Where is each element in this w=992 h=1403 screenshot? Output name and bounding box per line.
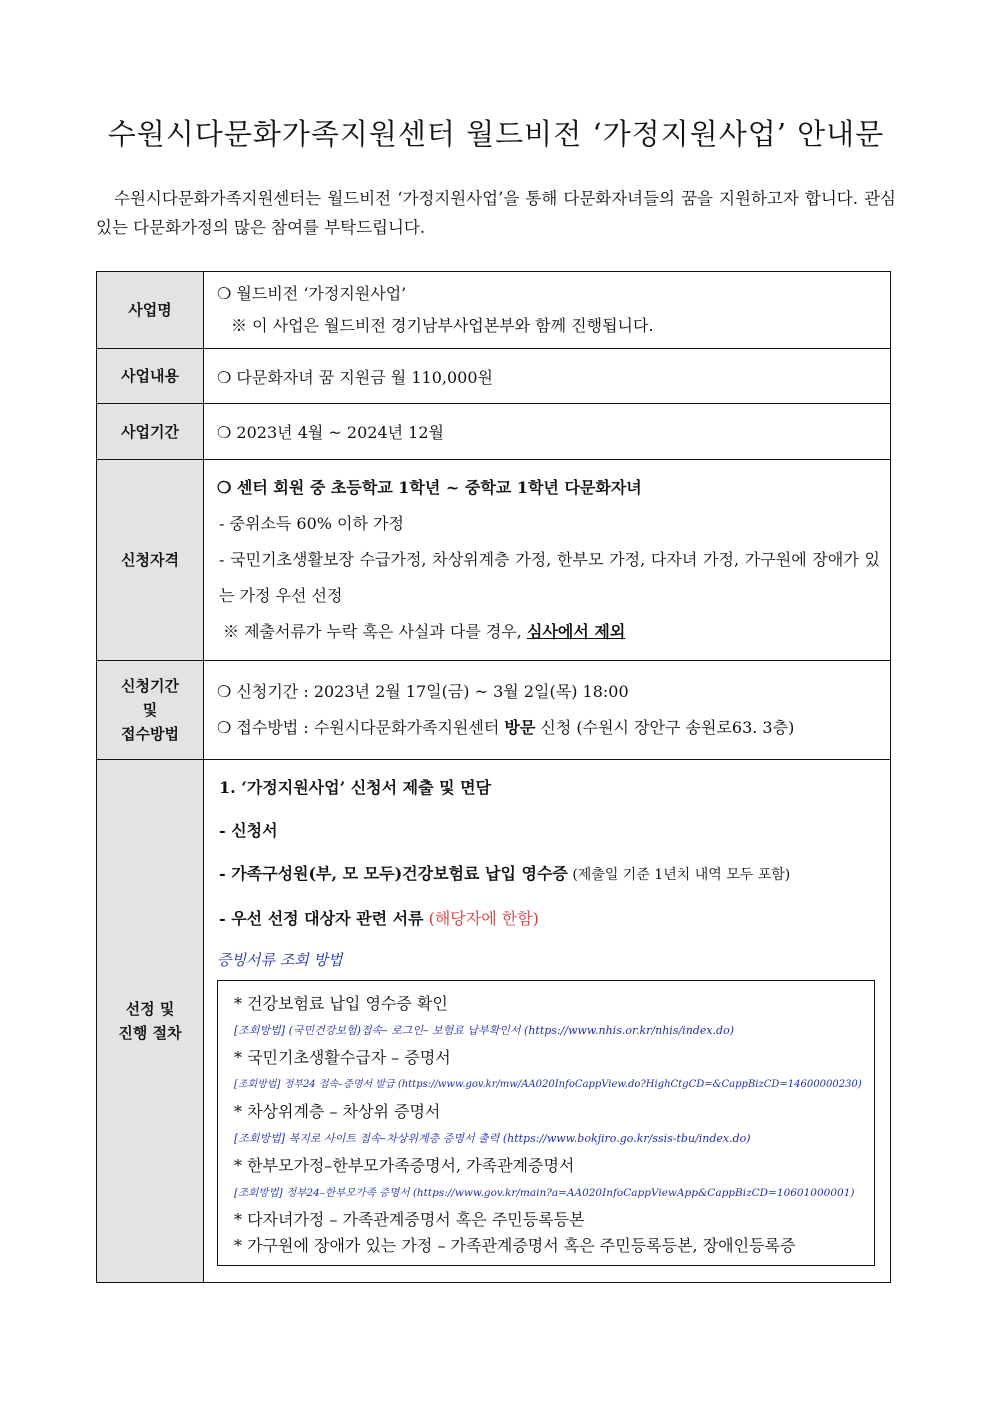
info-table — [96, 271, 891, 1283]
doc-application: - 신청서 — [219, 821, 278, 840]
eligibility-note: ※ 제출서류가 누락 혹은 사실과 다를 경우, 심사에서 제외 — [223, 622, 626, 641]
table-row-name — [97, 272, 891, 349]
exclusion-emphasis: 심사에서 제외 — [526, 622, 626, 641]
box-url-1: [조회방법] (국민건강보험)접속– 로그인– 보험료 납부확인서 (https://www.nhis.or.kr/nhis/index.do) — [234, 1024, 734, 1037]
lookup-box — [217, 980, 875, 1266]
doc-insurance: - 가족구성원(부, 모 모두)건강보험료 납입 영수증 (제출일 기준 1년치 내역 모두 포함) — [219, 864, 791, 883]
table-row-period — [97, 404, 891, 460]
box-url-4: [조회방법] 정부24–한부모가족 증명서 (https://www.gov.kr/main?a=AA020InfoCappViewApp&CappBizCD=10601000001) — [234, 1187, 855, 1199]
lookup-title: 증빙서류 조회 방법 — [217, 951, 343, 969]
table-row-eligibility — [97, 460, 891, 661]
application-period: ❍ 신청기간 : 2023년 2월 17일(금) ~ 3월 2일(목) 18:00 — [217, 682, 629, 701]
name-line1: ❍ 월드비전 ‘가정지원사업’ — [217, 284, 407, 303]
header-content: 사업내용 — [97, 349, 204, 404]
page-title: 수원시다문화가족지원센터 월드비전 ‘가정지원사업’ 안내문 — [107, 117, 885, 151]
header-application: 신청기간 및 접수방법 — [97, 661, 204, 760]
content-line1: ❍ 다문화자녀 꿈 지원금 월 110,000원 — [217, 367, 493, 387]
box-item-3: * 차상위계층 – 차상위 증명서 — [234, 1102, 441, 1121]
header-period: 사업기간 — [97, 404, 204, 460]
box-item-5: * 다자녀가정 – 가족관계증명서 혹은 주민등록등본 — [234, 1210, 585, 1229]
eligibility-line1: ❍ 센터 회원 중 초등학교 1학년 ~ 중학교 1학년 다문화자녀 — [217, 478, 642, 497]
table-row-procedure — [97, 760, 891, 1283]
header-procedure: 선정 및 진행 절차 — [97, 760, 204, 1283]
doc-priority: - 우선 선정 대상자 관련 서류 (해당자에 한함) — [219, 909, 539, 928]
box-url-2: [조회방법] 정부24 접속–증명서 발급 (https://www.gov.kr/mw/AA020InfoCappView.do?HighCtgCD=&CappBizCD=14600000230) — [234, 1079, 862, 1090]
table-row-application — [97, 661, 891, 760]
eligibility-line3: - 국민기초생활보장 수급가정, 차상위계층 가정, 한부모 가정, 다자녀 가정, 가구원에 장애가 있는 가정 우선 선정 — [219, 550, 880, 605]
name-note: ※ 이 사업은 월드비전 경기남부사업본부와 함께 진행됩니다. — [231, 316, 654, 335]
header-name: 사업명 — [97, 272, 204, 349]
box-item-6: * 가구원에 장애가 있는 가정 – 가족관계증명서 혹은 주민등록등본, 장애인등록증 — [234, 1236, 796, 1255]
intro-paragraph: 수원시다문화가족지원센터는 월드비전 ‘가정지원사업’을 통해 다문화자녀들의 꿈을 지원하고자 합니다. 관심 있는 다문화가정의 많은 참여를 부탁드립니다. — [96, 189, 896, 237]
header-eligibility: 신청자격 — [97, 460, 204, 661]
period-line1: ❍ 2023년 4월 ~ 2024년 12월 — [217, 423, 444, 442]
step1-title: 1. ‘가정지원사업’ 신청서 제출 및 면담 — [219, 778, 492, 797]
eligibility-line2: - 중위소득 60% 이하 가정 — [219, 514, 404, 533]
box-item-2: * 국민기초생활수급자 – 증명서 — [234, 1048, 451, 1067]
box-url-3: [조회방법] 복지로 사이트 접속–차상위계층 증명서 출력 (https://www.bokjiro.go.kr/ssis-tbu/index.do) — [234, 1132, 751, 1145]
application-method: ❍ 접수방법 : 수원시다문화가족지원센터 방문 신청 (수원시 장안구 송원로63. 3층) — [217, 718, 795, 737]
table-row-content — [97, 349, 891, 404]
box-item-1: * 건강보험료 납입 영수증 확인 — [234, 994, 448, 1013]
box-item-4: * 한부모가정–한부모가족증명서, 가족관계증명서 — [234, 1156, 575, 1175]
